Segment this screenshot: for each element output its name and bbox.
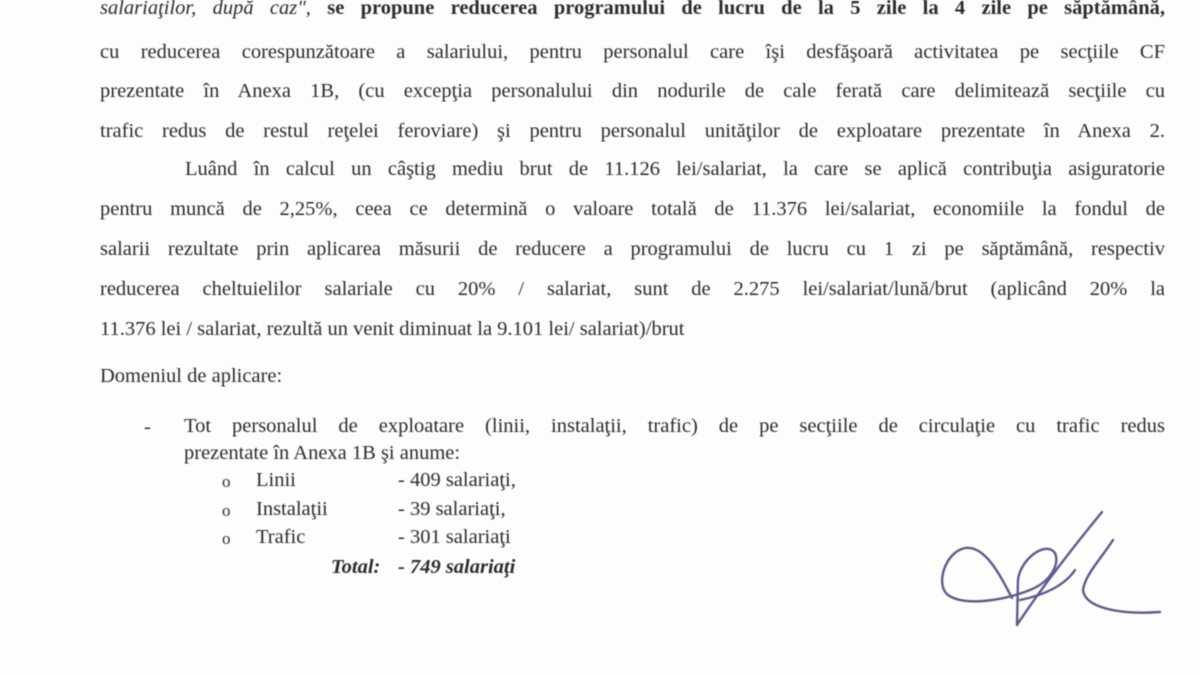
p2-line5: 11.376 lei / salariat, rezultă un venit diminuat la 9.101 lei/ salariat)/brut (100, 318, 685, 340)
bullet-line1: Tot personalul de exploatare (linii, instalaţii, trafic) de pe secţiile de circulaţie cu trafic redus (184, 415, 1165, 437)
list-marker: o (222, 529, 231, 548)
bullet-dash: - (144, 416, 151, 438)
list-item-value: - 301 salariaţi (398, 526, 511, 548)
scope-heading: Domeniul de aplicare: (100, 365, 283, 387)
list-marker: o (222, 472, 231, 491)
bullet-line2: prezentate în Anexa 1B şi anume: (184, 442, 461, 464)
list-marker: o (222, 501, 231, 520)
quote-end: salariaţilor, după caz", (100, 0, 311, 19)
p1-line1 (100, 0, 1165, 20)
list-item-label: Linii (256, 469, 296, 491)
p2-line4: reducerea cheltuielilor salariale cu 20% / salariat, sunt de 2.275 lei/salariat/lună/brut (aplicând 20% la (100, 278, 1165, 300)
list-item-label: Instalaţii (256, 498, 328, 520)
p1-line4: trafic redus de restul reţelei feroviare) şi pentru personalul unităţilor de exploatare prezentate în Anexa 2. (100, 120, 1165, 142)
p2-line1: Luând în calcul un câştig mediu brut de 11.126 lei/salariat, la care se aplică contribuţia asiguratorie (185, 158, 1165, 180)
p2-line2: pentru muncă de 2,25%, ceea ce determină o valoare totală de 11.376 lei/salariat, economiile la fondul de (100, 198, 1165, 220)
list-item-value: - 39 salariaţi, (398, 498, 506, 520)
p1-line2: cu reducerea corespunzătoare a salariului, pentru personalul care îşi desfăşoară activitatea pe secţiile CF (100, 41, 1165, 63)
p1-line3: prezentate în Anexa 1B, (cu excepţia personalului din nodurile de cale ferată care delimitează secţiile cu (100, 80, 1165, 102)
total-label: Total: (331, 556, 381, 578)
p2-line3: salarii rezultate prin aplicarea măsurii de reducere a programului de lucru cu 1 zi pe săptămână, respectiv (100, 238, 1165, 260)
proposal-text: se propune reducerea programului de lucru de la 5 zile la 4 zile pe săptămână, (310, 0, 1165, 19)
list-item-label: Trafic (256, 526, 306, 548)
list-item-value: - 409 salariaţi, (398, 469, 516, 491)
total-value: - 749 salariaţi (398, 556, 516, 578)
signature-icon (920, 495, 1180, 645)
